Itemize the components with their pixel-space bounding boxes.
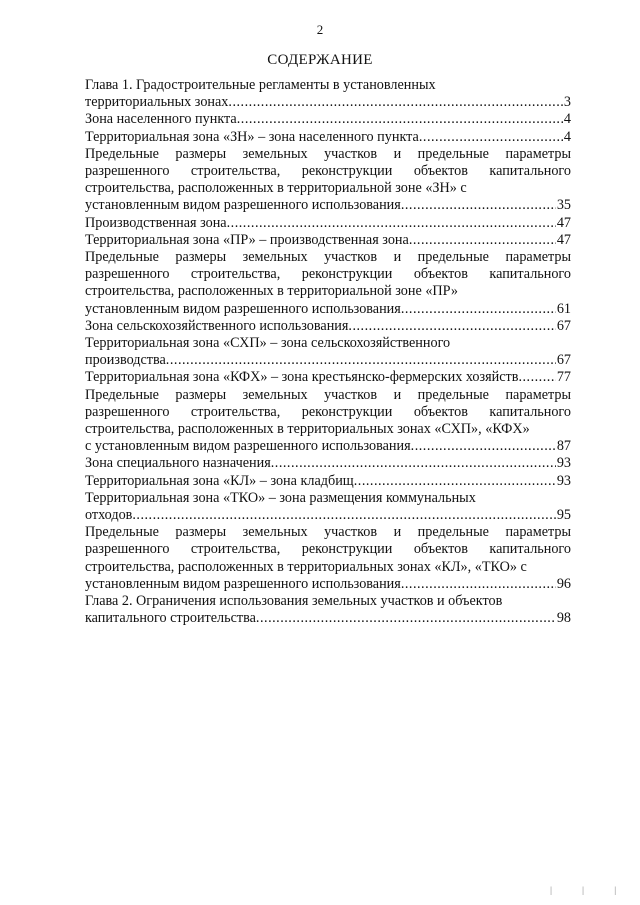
toc-entry-line bbox=[85, 455, 571, 472]
toc-entry-title: производства bbox=[85, 352, 166, 369]
toc-entry-title: установленным видом разрешенного использования bbox=[85, 197, 401, 214]
toc-page-number: 47 bbox=[556, 231, 571, 248]
toc-entry-text: Предельные размеры земельных участков и предельные параметры разрешенного строительства, реконструкции объектов капитального строительства, расположенных в территориальных зонах «СХП», «КФХ» bbox=[85, 386, 571, 438]
dot-leader bbox=[271, 455, 556, 472]
toc-entry[interactable] bbox=[85, 369, 571, 386]
toc-entry-line bbox=[85, 438, 571, 455]
toc-entry-title: установленным видом разрешенного использования bbox=[85, 575, 401, 592]
toc-page-number: 96 bbox=[556, 575, 571, 592]
toc-page-number: 3 bbox=[563, 94, 571, 111]
toc-entry-title: Территориальная зона «ПР» – производственная зона bbox=[85, 231, 409, 248]
toc-entry-line bbox=[85, 610, 571, 627]
dot-leader bbox=[401, 197, 556, 214]
toc-entry[interactable] bbox=[85, 111, 571, 128]
toc-entry-text: Глава 1. Градостроительные регламенты в установленных bbox=[85, 77, 436, 93]
toc-entry-text: Предельные размеры земельных участков и предельные параметры разрешенного строительства, реконструкции объектов капитального строительства, расположенных в территориальной зоне «ЗН» с bbox=[85, 145, 571, 197]
toc-entry-text: Предельные размеры земельных участков и предельные параметры разрешенного строительства, реконструкции объектов капитального строительства, расположенных в территориальной зоне «ПР» bbox=[85, 249, 571, 300]
dot-leader bbox=[401, 301, 556, 318]
toc-entry[interactable] bbox=[85, 335, 571, 369]
toc-page-number: 67 bbox=[556, 317, 571, 334]
toc-entry[interactable] bbox=[85, 455, 571, 472]
toc-entry[interactable] bbox=[85, 129, 571, 146]
toc-entry-text: Территориальная зона «СХП» – зона сельскохозяйственного bbox=[85, 335, 451, 352]
toc-page-number: 35 bbox=[556, 197, 571, 214]
toc-entry-line bbox=[85, 352, 571, 369]
toc-entry-line bbox=[85, 318, 571, 335]
page-number: 2 bbox=[316, 22, 324, 37]
toc-page-number: 98 bbox=[556, 610, 571, 627]
dot-leader bbox=[518, 369, 555, 386]
toc-entry[interactable] bbox=[85, 318, 571, 335]
toc-entry-line bbox=[85, 301, 571, 318]
toc-entry-title: Зона населенного пункта bbox=[85, 111, 237, 128]
toc-title: СОДЕРЖАНИЕ bbox=[267, 52, 373, 68]
toc-entry-line bbox=[85, 369, 571, 386]
toc-entry[interactable] bbox=[85, 215, 571, 232]
toc-entry-line bbox=[85, 232, 571, 249]
toc-entry-text: Предельные размеры земельных участков и предельные параметры разрешенного строительства, реконструкции объектов капитального строительства, расположенных в территориальных зонах «КЛ», «ТКО» с bbox=[85, 524, 571, 575]
toc-page-number: 93 bbox=[556, 472, 571, 489]
toc-entry[interactable] bbox=[85, 387, 571, 456]
toc-entry-line bbox=[85, 215, 571, 232]
dot-leader bbox=[237, 111, 563, 128]
toc-entry-line bbox=[85, 111, 571, 128]
toc-page-number: 95 bbox=[556, 507, 571, 524]
toc-entry[interactable] bbox=[85, 232, 571, 249]
dot-leader bbox=[256, 610, 556, 627]
toc-page-number: 77 bbox=[556, 369, 571, 386]
toc-entry-line bbox=[85, 129, 571, 146]
toc-entry[interactable] bbox=[85, 249, 571, 318]
toc-entry-title: территориальных зонах bbox=[85, 94, 229, 111]
dot-leader bbox=[227, 215, 556, 232]
toc-entry-title: Зона сельскохозяйственного использования bbox=[85, 317, 349, 334]
toc-entry[interactable] bbox=[85, 146, 571, 215]
dot-leader bbox=[348, 318, 555, 335]
toc-entry-title: Зона специального назначения bbox=[85, 455, 271, 472]
toc-entry[interactable] bbox=[85, 593, 571, 627]
table-of-contents bbox=[85, 77, 571, 628]
toc-entry[interactable] bbox=[85, 473, 571, 490]
toc-entry-text: Глава 2. Ограничения использования земельных участков и объектов bbox=[85, 593, 503, 610]
dot-leader bbox=[354, 473, 556, 490]
dot-leader bbox=[409, 232, 556, 249]
toc-page-number: 87 bbox=[556, 438, 571, 455]
toc-entry-title: Территориальная зона «КЛ» – зона кладбищ bbox=[85, 472, 354, 489]
margin-marks: | | | bbox=[550, 885, 630, 895]
toc-entry-text: Территориальная зона «ТКО» – зона размещения коммунальных bbox=[85, 489, 476, 506]
toc-entry-line bbox=[85, 576, 571, 593]
dot-leader bbox=[132, 507, 555, 524]
toc-entry-title: с установленным видом разрешенного использования bbox=[85, 438, 411, 455]
toc-page-number: 47 bbox=[556, 214, 571, 231]
toc-entry-line bbox=[85, 473, 571, 490]
toc-page-number: 4 bbox=[563, 128, 571, 145]
toc-page-number: 93 bbox=[556, 455, 571, 472]
toc-page-number: 61 bbox=[556, 300, 571, 317]
toc-entry-title: Территориальная зона «ЗН» – зона населенного пункта bbox=[85, 128, 419, 145]
dot-leader bbox=[166, 352, 556, 369]
toc-entry[interactable] bbox=[85, 77, 571, 111]
dot-leader bbox=[401, 576, 556, 593]
dot-leader bbox=[419, 129, 563, 146]
toc-entry-title: капитального строительства bbox=[85, 610, 256, 627]
toc-entry-line bbox=[85, 507, 571, 524]
toc-entry-title: Производственная зона bbox=[85, 214, 227, 231]
toc-entry[interactable] bbox=[85, 524, 571, 593]
toc-page-number: 4 bbox=[563, 111, 571, 128]
toc-entry-title: установленным видом разрешенного использования bbox=[85, 300, 401, 317]
toc-entry-title: отходов bbox=[85, 507, 133, 524]
toc-entry-line bbox=[85, 94, 571, 111]
toc-page-number: 67 bbox=[556, 352, 571, 369]
toc-entry[interactable] bbox=[85, 490, 571, 524]
dot-leader bbox=[228, 94, 563, 111]
toc-entry-title: Территориальная зона «КФХ» – зона крестьянско-фермерских хозяйств bbox=[85, 369, 519, 386]
dot-leader bbox=[411, 438, 556, 455]
toc-entry-line bbox=[85, 197, 571, 214]
